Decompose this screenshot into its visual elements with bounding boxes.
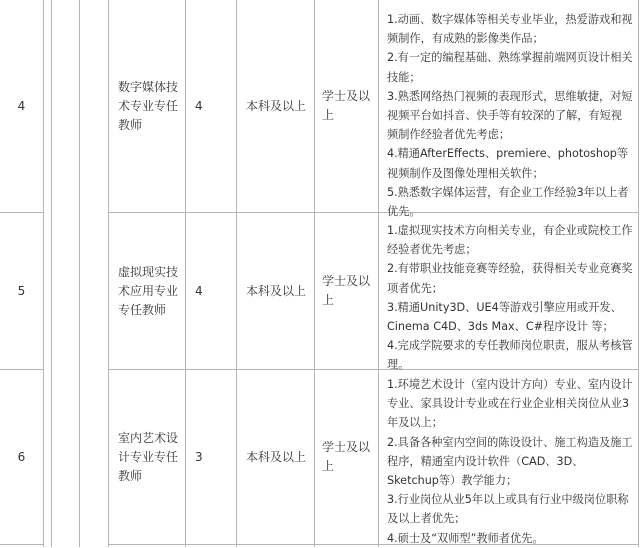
degree-cell bbox=[322, 0, 372, 212]
grid-line bbox=[378, 0, 379, 547]
position-title: 室内艺术设计专业专任教师 bbox=[118, 430, 179, 483]
headcount: 3 bbox=[195, 449, 203, 464]
headcount: 4 bbox=[195, 98, 203, 113]
degree-requirement: 学士及以上 bbox=[322, 440, 371, 473]
grid-line bbox=[43, 0, 44, 547]
grid-line bbox=[79, 0, 80, 547]
education-cell bbox=[246, 0, 312, 212]
row-index: 5 bbox=[17, 283, 26, 298]
requirement-item: 3.精通Unity3D、UE4等游戏引擎应用或开发、Cinema C4D、3ds Max、C#程序设计 等； bbox=[387, 300, 622, 334]
position-cell bbox=[118, 213, 180, 369]
requirements-list bbox=[387, 221, 633, 375]
grid-line bbox=[638, 0, 639, 547]
requirement-item: 1.动画、数字媒体等相关专业毕业，热爱游戏和视频制作，有成熟的影像类作品； bbox=[387, 13, 633, 46]
row-index: 6 bbox=[17, 449, 26, 464]
requirement-item: 3.行业岗位从业5年以上或具有行业中级岗位职称及以上者优先； bbox=[387, 493, 629, 526]
position-cell bbox=[118, 0, 180, 212]
requirement-item: 4.完成学院要求的专任教师岗位职责，服从考核管理。 bbox=[387, 339, 633, 372]
position-title: 虚拟现实技术应用专业专任教师 bbox=[118, 264, 179, 317]
requirement-item: 4.硕士及“双师型”教师者优先。 bbox=[387, 531, 544, 545]
degree-cell bbox=[322, 213, 372, 369]
education-cell bbox=[246, 213, 312, 369]
education-requirement: 本科及以上 bbox=[246, 449, 307, 464]
grid-line bbox=[108, 0, 109, 547]
education-cell bbox=[246, 370, 312, 544]
position-title: 数字媒体技术专业专任教师 bbox=[118, 79, 179, 132]
count-cell bbox=[195, 213, 235, 369]
row-index-cell bbox=[0, 370, 43, 544]
education-requirement: 本科及以上 bbox=[246, 98, 307, 113]
count-cell bbox=[195, 0, 235, 212]
requirement-item: 1.环境艺术设计（室内设计方向）专业、室内设计专业、家具设计专业或在行业企业相关岗位从业3年及以上； bbox=[387, 378, 633, 430]
degree-requirement: 学士及以上 bbox=[322, 274, 371, 307]
requirement-item: 2.有一定的编程基础、熟练掌握前端网页设计相关技能； bbox=[387, 51, 633, 84]
grid-line bbox=[185, 0, 186, 547]
count-cell bbox=[195, 370, 235, 544]
requirement-item: 1.虚拟现实技术方向相关专业，有企业或院校工作经验者优先考虑； bbox=[387, 224, 633, 257]
grid-line bbox=[314, 0, 315, 547]
requirement-item: 2.具备各种室内空间的陈设设计、施工构造及施工程序，精通室内设计软件（CAD、3D、Sketchup等）教学能力； bbox=[387, 435, 633, 488]
row-index-cell bbox=[0, 213, 43, 369]
requirements-list bbox=[387, 10, 633, 221]
grid-line bbox=[51, 0, 52, 547]
degree-cell bbox=[322, 370, 372, 544]
requirements-list bbox=[387, 375, 633, 548]
row-index: 4 bbox=[17, 98, 26, 113]
position-cell bbox=[118, 370, 180, 544]
requirement-item: 5.熟悉数字媒体运营，有企业工作经验3年以上者优先。 bbox=[387, 185, 629, 219]
requirement-item: 3.熟悉网络热门视频的表现形式，思维敏捷，对短视频平台如抖音、快手等有较深的了解，有短视频制作经验者优先考虑； bbox=[387, 89, 633, 142]
headcount: 4 bbox=[195, 283, 203, 298]
requirement-item: 2.有带职业技能竞赛等经验，获得相关专业竞赛奖项者优先； bbox=[387, 262, 633, 295]
requirement-item: 4.精通AfterEffects、premiere、photoshop等视频制作及图像处理相关软件； bbox=[387, 147, 629, 180]
grid-line bbox=[236, 0, 237, 547]
grid-line bbox=[0, 544, 44, 545]
degree-requirement: 学士及以上 bbox=[322, 89, 371, 122]
education-requirement: 本科及以上 bbox=[246, 283, 307, 298]
row-index-cell bbox=[0, 0, 43, 212]
